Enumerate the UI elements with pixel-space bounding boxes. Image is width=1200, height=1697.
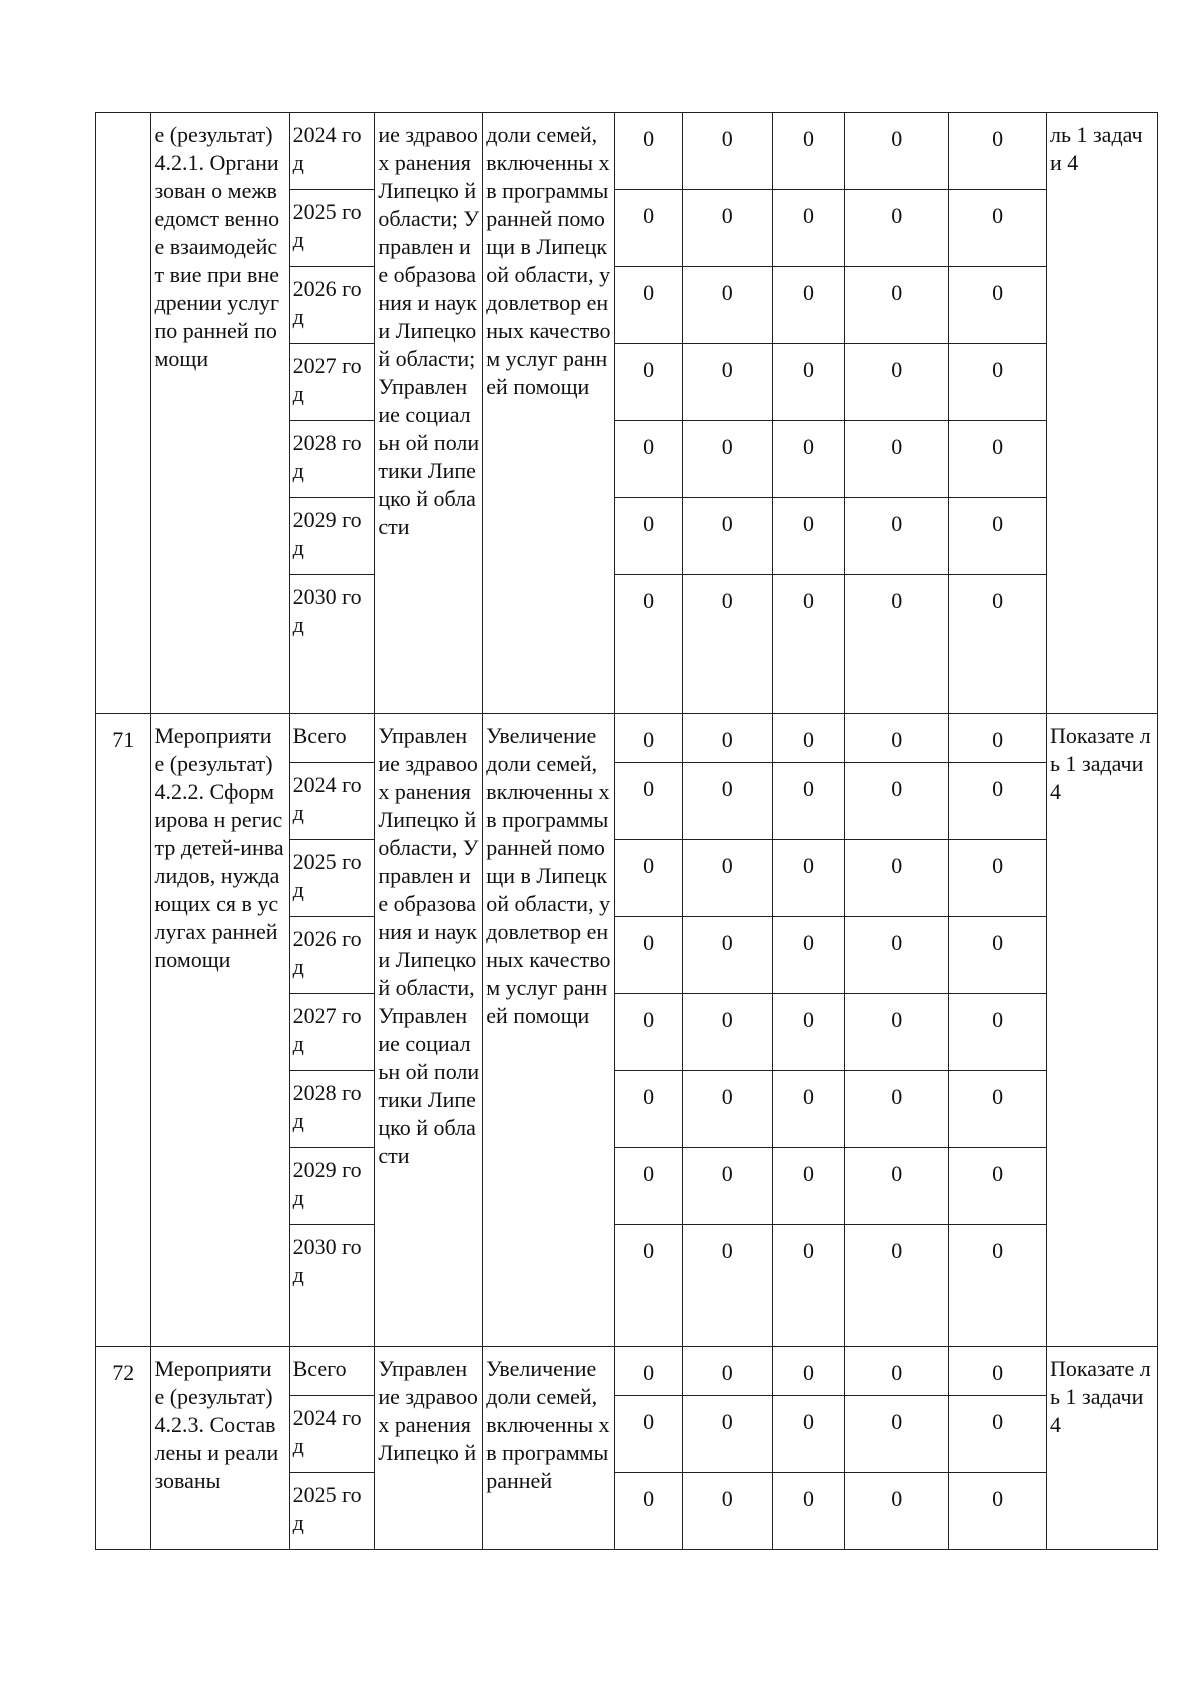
- result-cell: доли семей, включенны х в программы ранней помощи в Липецкой области, удовлетвор енных качеством услуг ранней помощи: [483, 113, 615, 714]
- year-cell: 2026 год: [289, 267, 375, 344]
- value-cell: 0: [949, 1347, 1047, 1396]
- year-cell: 2029 год: [289, 1148, 375, 1225]
- table-row: [96, 113, 1158, 190]
- value-cell: 0: [615, 763, 683, 840]
- year-cell: 2025 год: [289, 840, 375, 917]
- year-cell: 2028 год: [289, 1071, 375, 1148]
- year-cell: 2024 год: [289, 1396, 375, 1473]
- value-cell: 0: [682, 421, 772, 498]
- row-number-cell: 71: [96, 714, 151, 1347]
- table-row: [96, 1347, 1158, 1396]
- value-cell: 0: [949, 917, 1047, 994]
- value-cell: 0: [615, 267, 683, 344]
- table-row: [96, 714, 1158, 763]
- value-cell: 0: [949, 1225, 1047, 1347]
- executor-cell: ие здравоох ранения Липецко й области; Управлен ие образова ния и науки Липецко й области; Управлен ие социальн ой политики Липецко й области: [375, 113, 483, 714]
- year-cell: 2025 год: [289, 1473, 375, 1550]
- value-cell: 0: [682, 714, 772, 763]
- value-cell: 0: [845, 1071, 949, 1148]
- value-cell: 0: [772, 1473, 845, 1550]
- indicator-cell: Показате ль 1 задачи 4: [1046, 1347, 1157, 1550]
- value-cell: 0: [845, 421, 949, 498]
- value-cell: 0: [772, 421, 845, 498]
- value-cell: 0: [949, 1148, 1047, 1225]
- year-cell: 2028 год: [289, 421, 375, 498]
- value-cell: 0: [615, 1347, 683, 1396]
- value-cell: 0: [615, 344, 683, 421]
- year-cell: 2027 год: [289, 994, 375, 1071]
- value-cell: 0: [615, 714, 683, 763]
- year-cell: Всего: [289, 1347, 375, 1396]
- value-cell: 0: [845, 267, 949, 344]
- value-cell: 0: [772, 1148, 845, 1225]
- value-cell: 0: [949, 190, 1047, 267]
- value-cell: 0: [772, 1225, 845, 1347]
- value-cell: 0: [682, 1148, 772, 1225]
- value-cell: 0: [615, 1225, 683, 1347]
- event-cell: Мероприяти е (результат) 4.2.3. Составлены и реализованы: [151, 1347, 289, 1550]
- value-cell: 0: [615, 1473, 683, 1550]
- value-cell: 0: [615, 1148, 683, 1225]
- value-cell: 0: [772, 840, 845, 917]
- row-number-cell: 72: [96, 1347, 151, 1550]
- indicator-cell: Показате ль 1 задачи 4: [1046, 714, 1157, 1347]
- value-cell: 0: [682, 1473, 772, 1550]
- value-cell: 0: [682, 190, 772, 267]
- value-cell: 0: [949, 763, 1047, 840]
- value-cell: 0: [845, 1396, 949, 1473]
- year-cell: 2026 год: [289, 917, 375, 994]
- value-cell: 0: [845, 763, 949, 840]
- value-cell: 0: [949, 840, 1047, 917]
- year-cell: 2027 год: [289, 344, 375, 421]
- year-cell: 2030 год: [289, 575, 375, 714]
- value-cell: 0: [772, 267, 845, 344]
- value-cell: 0: [949, 498, 1047, 575]
- executor-cell: Управлен ие здравоох ранения Липецко й: [375, 1347, 483, 1550]
- value-cell: 0: [772, 1347, 845, 1396]
- value-cell: 0: [845, 1225, 949, 1347]
- value-cell: 0: [682, 1071, 772, 1148]
- executor-cell: Управлен ие здравоох ранения Липецко й области, Управлен ие образова ния и науки Липецко й области, Управлен ие социальн ой политики Липецко й области: [375, 714, 483, 1347]
- value-cell: 0: [682, 1347, 772, 1396]
- year-cell: 2030 год: [289, 1225, 375, 1347]
- year-cell: 2025 год: [289, 190, 375, 267]
- value-cell: 0: [682, 113, 772, 190]
- value-cell: 0: [682, 344, 772, 421]
- value-cell: 0: [682, 994, 772, 1071]
- value-cell: 0: [845, 113, 949, 190]
- value-cell: 0: [949, 113, 1047, 190]
- value-cell: 0: [682, 498, 772, 575]
- value-cell: 0: [845, 1473, 949, 1550]
- value-cell: 0: [845, 840, 949, 917]
- indicator-cell: ль 1 задачи 4: [1046, 113, 1157, 714]
- value-cell: 0: [615, 1071, 683, 1148]
- year-cell: 2024 год: [289, 113, 375, 190]
- value-cell: 0: [772, 498, 845, 575]
- value-cell: 0: [615, 421, 683, 498]
- year-cell: 2024 год: [289, 763, 375, 840]
- value-cell: 0: [845, 344, 949, 421]
- year-cell: Всего: [289, 714, 375, 763]
- program-table: [95, 112, 1158, 1550]
- value-cell: 0: [949, 1396, 1047, 1473]
- value-cell: 0: [682, 1396, 772, 1473]
- row-number-cell: [96, 113, 151, 714]
- value-cell: 0: [772, 190, 845, 267]
- value-cell: 0: [949, 1473, 1047, 1550]
- year-cell: 2029 год: [289, 498, 375, 575]
- result-cell: Увеличение доли семей, включенны х в программы ранней помощи в Липецкой области, удовлетвор енных качеством услуг ранней помощи: [483, 714, 615, 1347]
- value-cell: 0: [845, 1347, 949, 1396]
- value-cell: 0: [949, 714, 1047, 763]
- value-cell: 0: [615, 994, 683, 1071]
- value-cell: 0: [615, 1396, 683, 1473]
- value-cell: 0: [772, 714, 845, 763]
- event-cell: Мероприяти е (результат) 4.2.2. Сформирова н регистр детей-инвалидов, нуждающих ся в услугах ранней помощи: [151, 714, 289, 1347]
- value-cell: 0: [772, 994, 845, 1071]
- value-cell: 0: [615, 498, 683, 575]
- value-cell: 0: [949, 994, 1047, 1071]
- value-cell: 0: [615, 113, 683, 190]
- value-cell: 0: [845, 714, 949, 763]
- value-cell: 0: [772, 344, 845, 421]
- value-cell: 0: [845, 917, 949, 994]
- value-cell: 0: [949, 344, 1047, 421]
- value-cell: 0: [772, 917, 845, 994]
- value-cell: 0: [682, 1225, 772, 1347]
- value-cell: 0: [615, 917, 683, 994]
- value-cell: 0: [772, 1396, 845, 1473]
- value-cell: 0: [845, 498, 949, 575]
- event-cell: е (результат) 4.2.1. Организован о межведомст венное взаимодейст вие при внедрении услуг по ранней помощи: [151, 113, 289, 714]
- value-cell: 0: [949, 421, 1047, 498]
- value-cell: 0: [845, 575, 949, 714]
- value-cell: 0: [845, 190, 949, 267]
- result-cell: Увеличение доли семей, включенны х в программы ранней: [483, 1347, 615, 1550]
- value-cell: 0: [615, 575, 683, 714]
- value-cell: 0: [772, 113, 845, 190]
- value-cell: 0: [772, 575, 845, 714]
- value-cell: 0: [949, 575, 1047, 714]
- value-cell: 0: [772, 763, 845, 840]
- value-cell: 0: [615, 190, 683, 267]
- value-cell: 0: [682, 840, 772, 917]
- value-cell: 0: [682, 267, 772, 344]
- value-cell: 0: [682, 575, 772, 714]
- value-cell: 0: [682, 763, 772, 840]
- value-cell: 0: [772, 1071, 845, 1148]
- value-cell: 0: [949, 1071, 1047, 1148]
- document-page: [95, 112, 1158, 1550]
- value-cell: 0: [845, 1148, 949, 1225]
- value-cell: 0: [845, 994, 949, 1071]
- value-cell: 0: [682, 917, 772, 994]
- value-cell: 0: [615, 840, 683, 917]
- value-cell: 0: [949, 267, 1047, 344]
